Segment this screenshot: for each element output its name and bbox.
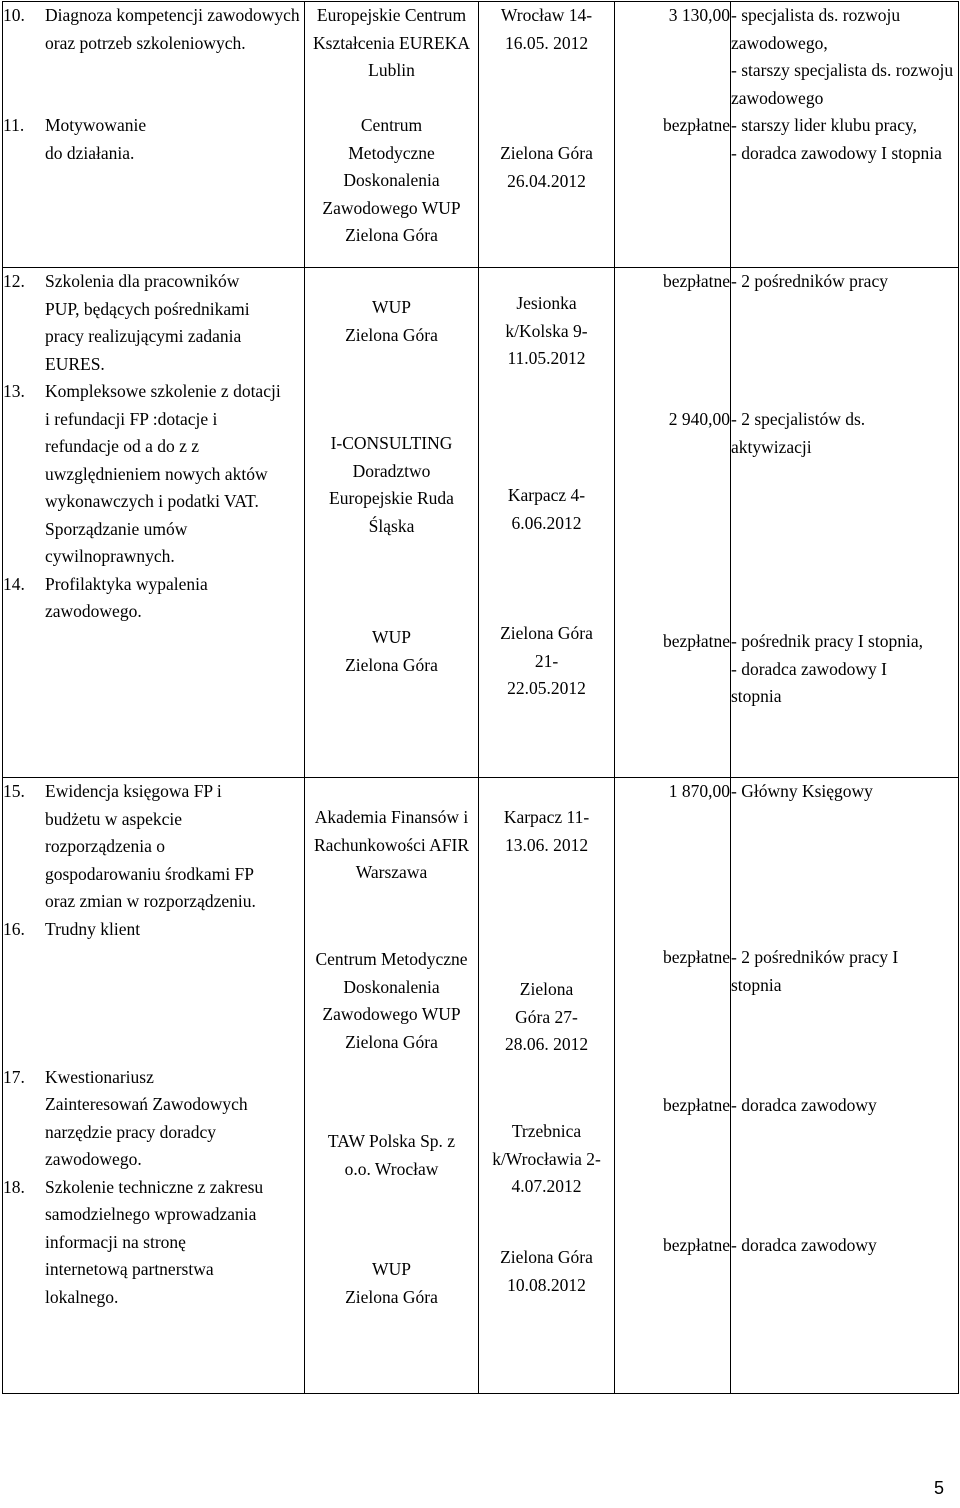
participants-text: - Główny Księgowy	[731, 781, 873, 801]
organizer-name: Akademia Finansów i Rachunkowości AFIR Warszawa	[313, 807, 470, 882]
topic-item	[3, 1064, 304, 1174]
topic-item	[3, 2, 304, 112]
place-date-cell	[479, 2, 615, 268]
topic-item	[3, 571, 304, 626]
item-number: 10.	[3, 5, 25, 25]
item-text: Diagnoza kompetencji zawodowych oraz potrzeb szkoleniowych.	[45, 5, 300, 53]
participants-text: - 2 pośredników pracy I stopnia	[731, 947, 899, 995]
participants-cell	[731, 2, 959, 268]
cost-value: 3 130,00	[668, 5, 730, 25]
organizer-name: TAW Polska Sp. z o.o. Wrocław	[327, 1131, 456, 1179]
item-number: 18.	[3, 1176, 25, 1197]
place-date: Zielona Góra 26.04.2012	[500, 143, 593, 191]
place-date: Wrocław 14-16.05. 2012	[500, 5, 593, 53]
cost-cell	[615, 778, 731, 1394]
organizer-name: Centrum Metodyczne Doskonalenia Zawodowego WUP Zielona Góra	[315, 949, 468, 1052]
organizer-cell	[305, 778, 479, 1394]
item-number: 14.	[3, 573, 25, 594]
cost-cell	[615, 2, 731, 268]
cost-value: bezpłatne	[662, 631, 730, 651]
topic-item	[3, 112, 304, 167]
cost-value: bezpłatne	[662, 947, 730, 967]
page-number: 5	[934, 1478, 945, 1498]
item-number: 17.	[3, 1066, 25, 1087]
topic-item	[3, 378, 304, 571]
item-text: Profilaktyka wypalenia zawodowego.	[45, 573, 208, 621]
item-text: Motywowanie do działania.	[45, 115, 147, 163]
participants-text: - specjalista ds. rozwoju zawodowego, - starszy specjalista ds. rozwoju zawodowego	[731, 5, 954, 108]
organizer-name: Centrum Metodyczne Doskonalenia Zawodowego WUP Zielona Góra	[322, 115, 461, 245]
item-number: 12.	[3, 271, 25, 291]
topic-item	[3, 778, 304, 916]
item-text: Kwestionariusz Zainteresowań Zawodowych narzędzie pracy doradcy zawodowego.	[45, 1066, 248, 1169]
table-row	[3, 778, 959, 1394]
organizer-cell	[305, 268, 479, 778]
topic-item	[3, 1174, 304, 1312]
place-date: Zielona Góra 27-28.06. 2012	[504, 979, 589, 1054]
place-date: Zielona Góra 10.08.2012	[500, 1247, 593, 1295]
place-date: Jesionka k/Kolska 9-11.05.2012	[505, 293, 588, 368]
table-row	[3, 2, 959, 268]
table-row	[3, 268, 959, 778]
cost-value: 2 940,00	[668, 409, 730, 429]
organizer-name: WUP Zielona Góra	[345, 627, 438, 675]
cost-value: bezpłatne	[662, 271, 730, 291]
participants-text: - doradca zawodowy	[731, 1235, 877, 1255]
organizer-cell	[305, 2, 479, 268]
item-text: Ewidencja księgowa FP i budżetu w aspekcie rozporządzenia o gospodarowaniu środkami FP oraz zmian w rozporządzeniu.	[45, 781, 256, 911]
topic-item	[3, 916, 304, 1064]
organizer-name: I-CONSULTING Doradztwo Europejskie Ruda Śląska	[329, 433, 454, 536]
place-date: Karpacz 4-6.06.2012	[507, 485, 586, 533]
participants-text: - pośrednik pracy I stopnia, - doradca zawodowy I stopnia	[731, 631, 923, 706]
participants-cell	[731, 778, 959, 1394]
organizer-name: Europejskie Centrum Kształcenia EUREKA Lublin	[313, 5, 470, 80]
item-number: 11.	[3, 115, 25, 135]
cost-value: bezpłatne	[662, 1095, 730, 1115]
organizer-name: WUP Zielona Góra	[345, 297, 438, 345]
topic-cell	[3, 778, 305, 1394]
cost-value: 1 870,00	[668, 781, 730, 801]
item-text: Trudny klient	[45, 918, 141, 939]
participants-cell	[731, 268, 959, 778]
item-number: 15.	[3, 781, 25, 801]
item-number: 13.	[3, 381, 25, 401]
place-date: Karpacz 11-13.06. 2012	[503, 807, 590, 855]
item-text: Szkolenia dla pracowników PUP, będących pośrednikami pracy realizującymi zadania EURES.	[45, 271, 250, 374]
participants-text: - 2 specjalistów ds. aktywizacji	[731, 409, 866, 457]
cost-value: bezpłatne	[662, 115, 730, 135]
participants-text: - 2 pośredników pracy	[731, 271, 888, 291]
place-date: Trzebnica k/Wrocławia 2-4.07.2012	[492, 1121, 601, 1196]
training-table	[2, 1, 959, 1394]
participants-text: - starszy lider klubu pracy, - doradca zawodowy I stopnia	[731, 115, 942, 163]
organizer-name: WUP Zielona Góra	[345, 1259, 438, 1307]
item-text: Szkolenie techniczne z zakresu samodzielnego wprowadzania informacji na stronę internetową partnerstwa lokalnego.	[45, 1176, 264, 1307]
place-date: Zielona Góra 21-22.05.2012	[500, 623, 593, 698]
topic-cell	[3, 268, 305, 778]
place-date-cell	[479, 268, 615, 778]
topic-item	[3, 268, 304, 378]
participants-text: - doradca zawodowy	[731, 1095, 877, 1115]
cost-cell	[615, 268, 731, 778]
item-text: Kompleksowe szkolenie z dotacji i refundacji FP :dotacje i refundacje od a do z z uwzględnieniem nowych aktów wykonawczych i podatki VAT. Sporządzanie umów cywilnoprawnych.	[45, 381, 281, 566]
cost-value: bezpłatne	[662, 1235, 730, 1255]
item-number: 16.	[3, 918, 25, 939]
place-date-cell	[479, 778, 615, 1394]
topic-cell	[3, 2, 305, 268]
